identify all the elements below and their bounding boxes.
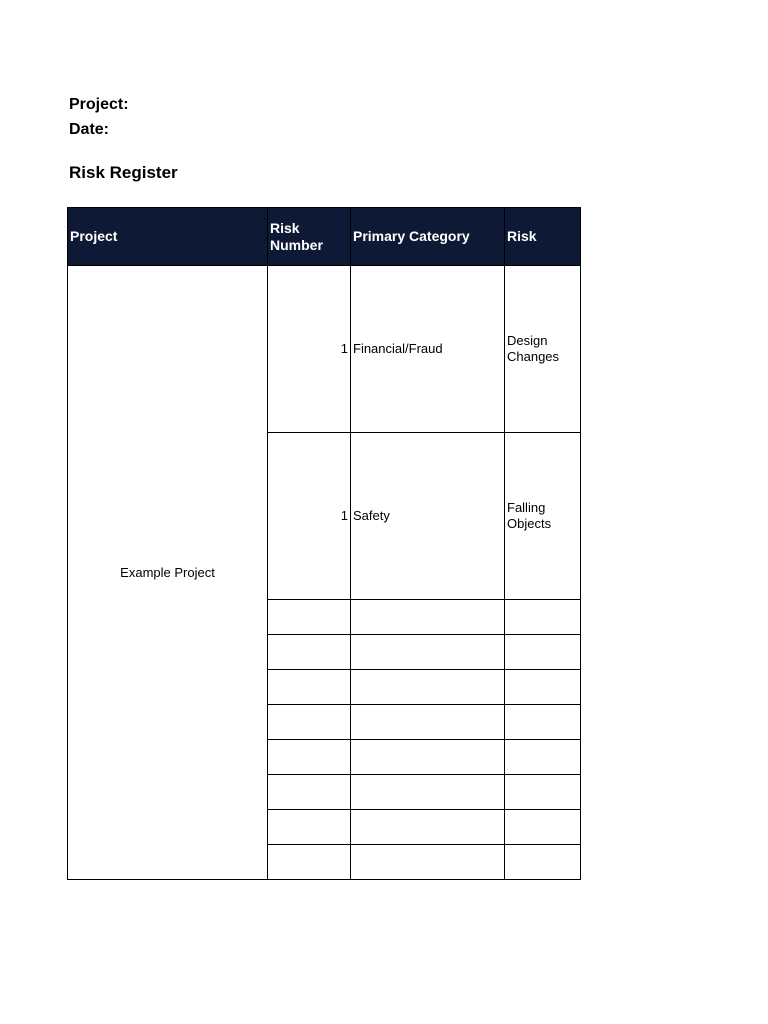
project-name-cell[interactable]: Example Project [68, 266, 268, 880]
date-label: Date: [69, 121, 110, 138]
header-primary-category: Primary Category [351, 208, 505, 266]
risk-cell[interactable] [505, 775, 581, 810]
risk-number-cell[interactable] [268, 775, 351, 810]
risk-number-cell[interactable] [268, 740, 351, 775]
primary-category-cell[interactable] [351, 810, 505, 845]
risk-cell[interactable] [505, 740, 581, 775]
risk-cell[interactable] [505, 635, 581, 670]
risk-number-cell[interactable] [268, 845, 351, 880]
primary-category-cell[interactable] [351, 845, 505, 880]
risk-cell[interactable] [505, 670, 581, 705]
risk-cell[interactable] [505, 845, 581, 880]
risk-number-cell[interactable] [268, 670, 351, 705]
risk-cell[interactable] [505, 810, 581, 845]
header-risk: Risk [505, 208, 581, 266]
project-label: Project: [69, 96, 129, 113]
risk-cell[interactable] [505, 600, 581, 635]
header-risk-number: Risk Number [268, 208, 351, 266]
document-title: Risk Register [69, 163, 178, 182]
primary-category-cell[interactable] [351, 775, 505, 810]
header-project: Project [68, 208, 268, 266]
primary-category-cell[interactable]: Financial/Fraud [351, 266, 505, 433]
table-header-row [68, 208, 581, 266]
primary-category-cell[interactable] [351, 705, 505, 740]
risk-number-cell[interactable]: 1 [268, 266, 351, 433]
risk-register-table [67, 207, 581, 880]
risk-cell[interactable]: Design Changes [505, 266, 581, 433]
primary-category-cell[interactable] [351, 670, 505, 705]
primary-category-cell[interactable] [351, 635, 505, 670]
risk-number-cell[interactable]: 1 [268, 433, 351, 600]
risk-number-cell[interactable] [268, 810, 351, 845]
primary-category-cell[interactable] [351, 740, 505, 775]
risk-number-cell[interactable] [268, 600, 351, 635]
table-row [68, 266, 581, 433]
risk-number-cell[interactable] [268, 705, 351, 740]
risk-cell[interactable]: Falling Objects [505, 433, 581, 600]
risk-cell[interactable] [505, 705, 581, 740]
primary-category-cell[interactable]: Safety [351, 433, 505, 600]
primary-category-cell[interactable] [351, 600, 505, 635]
risk-number-cell[interactable] [268, 635, 351, 670]
